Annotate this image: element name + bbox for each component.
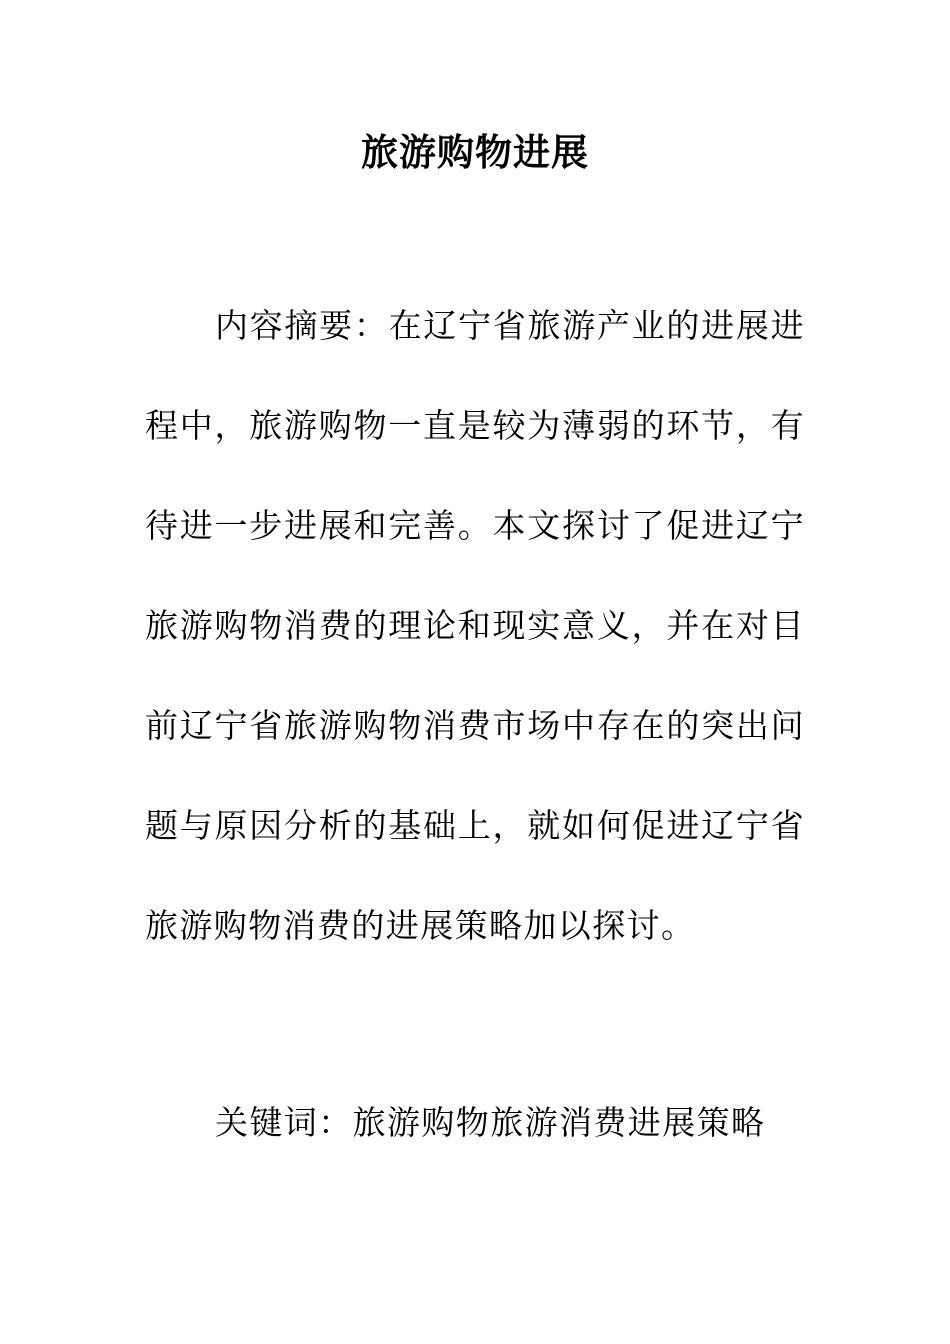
keywords-paragraph: 关键词：旅游购物旅游消费进展策略 (215, 1103, 766, 1142)
document-title: 旅游购物进展 (361, 131, 589, 174)
abstract-paragraph: 内容摘要：在辽宁省旅游产业的进展进程中，旅游购物一直是较为薄弱的环节，有待进一步进展和完善。本文探讨了促进辽宁旅游购物消费的理论和现实意义，并在对目前辽宁省旅游购物消费市场中存在的突出问题与原因分析的基础上，就如何促进辽宁省旅游购物消费的进展策略加以探讨。 (145, 306, 805, 945)
